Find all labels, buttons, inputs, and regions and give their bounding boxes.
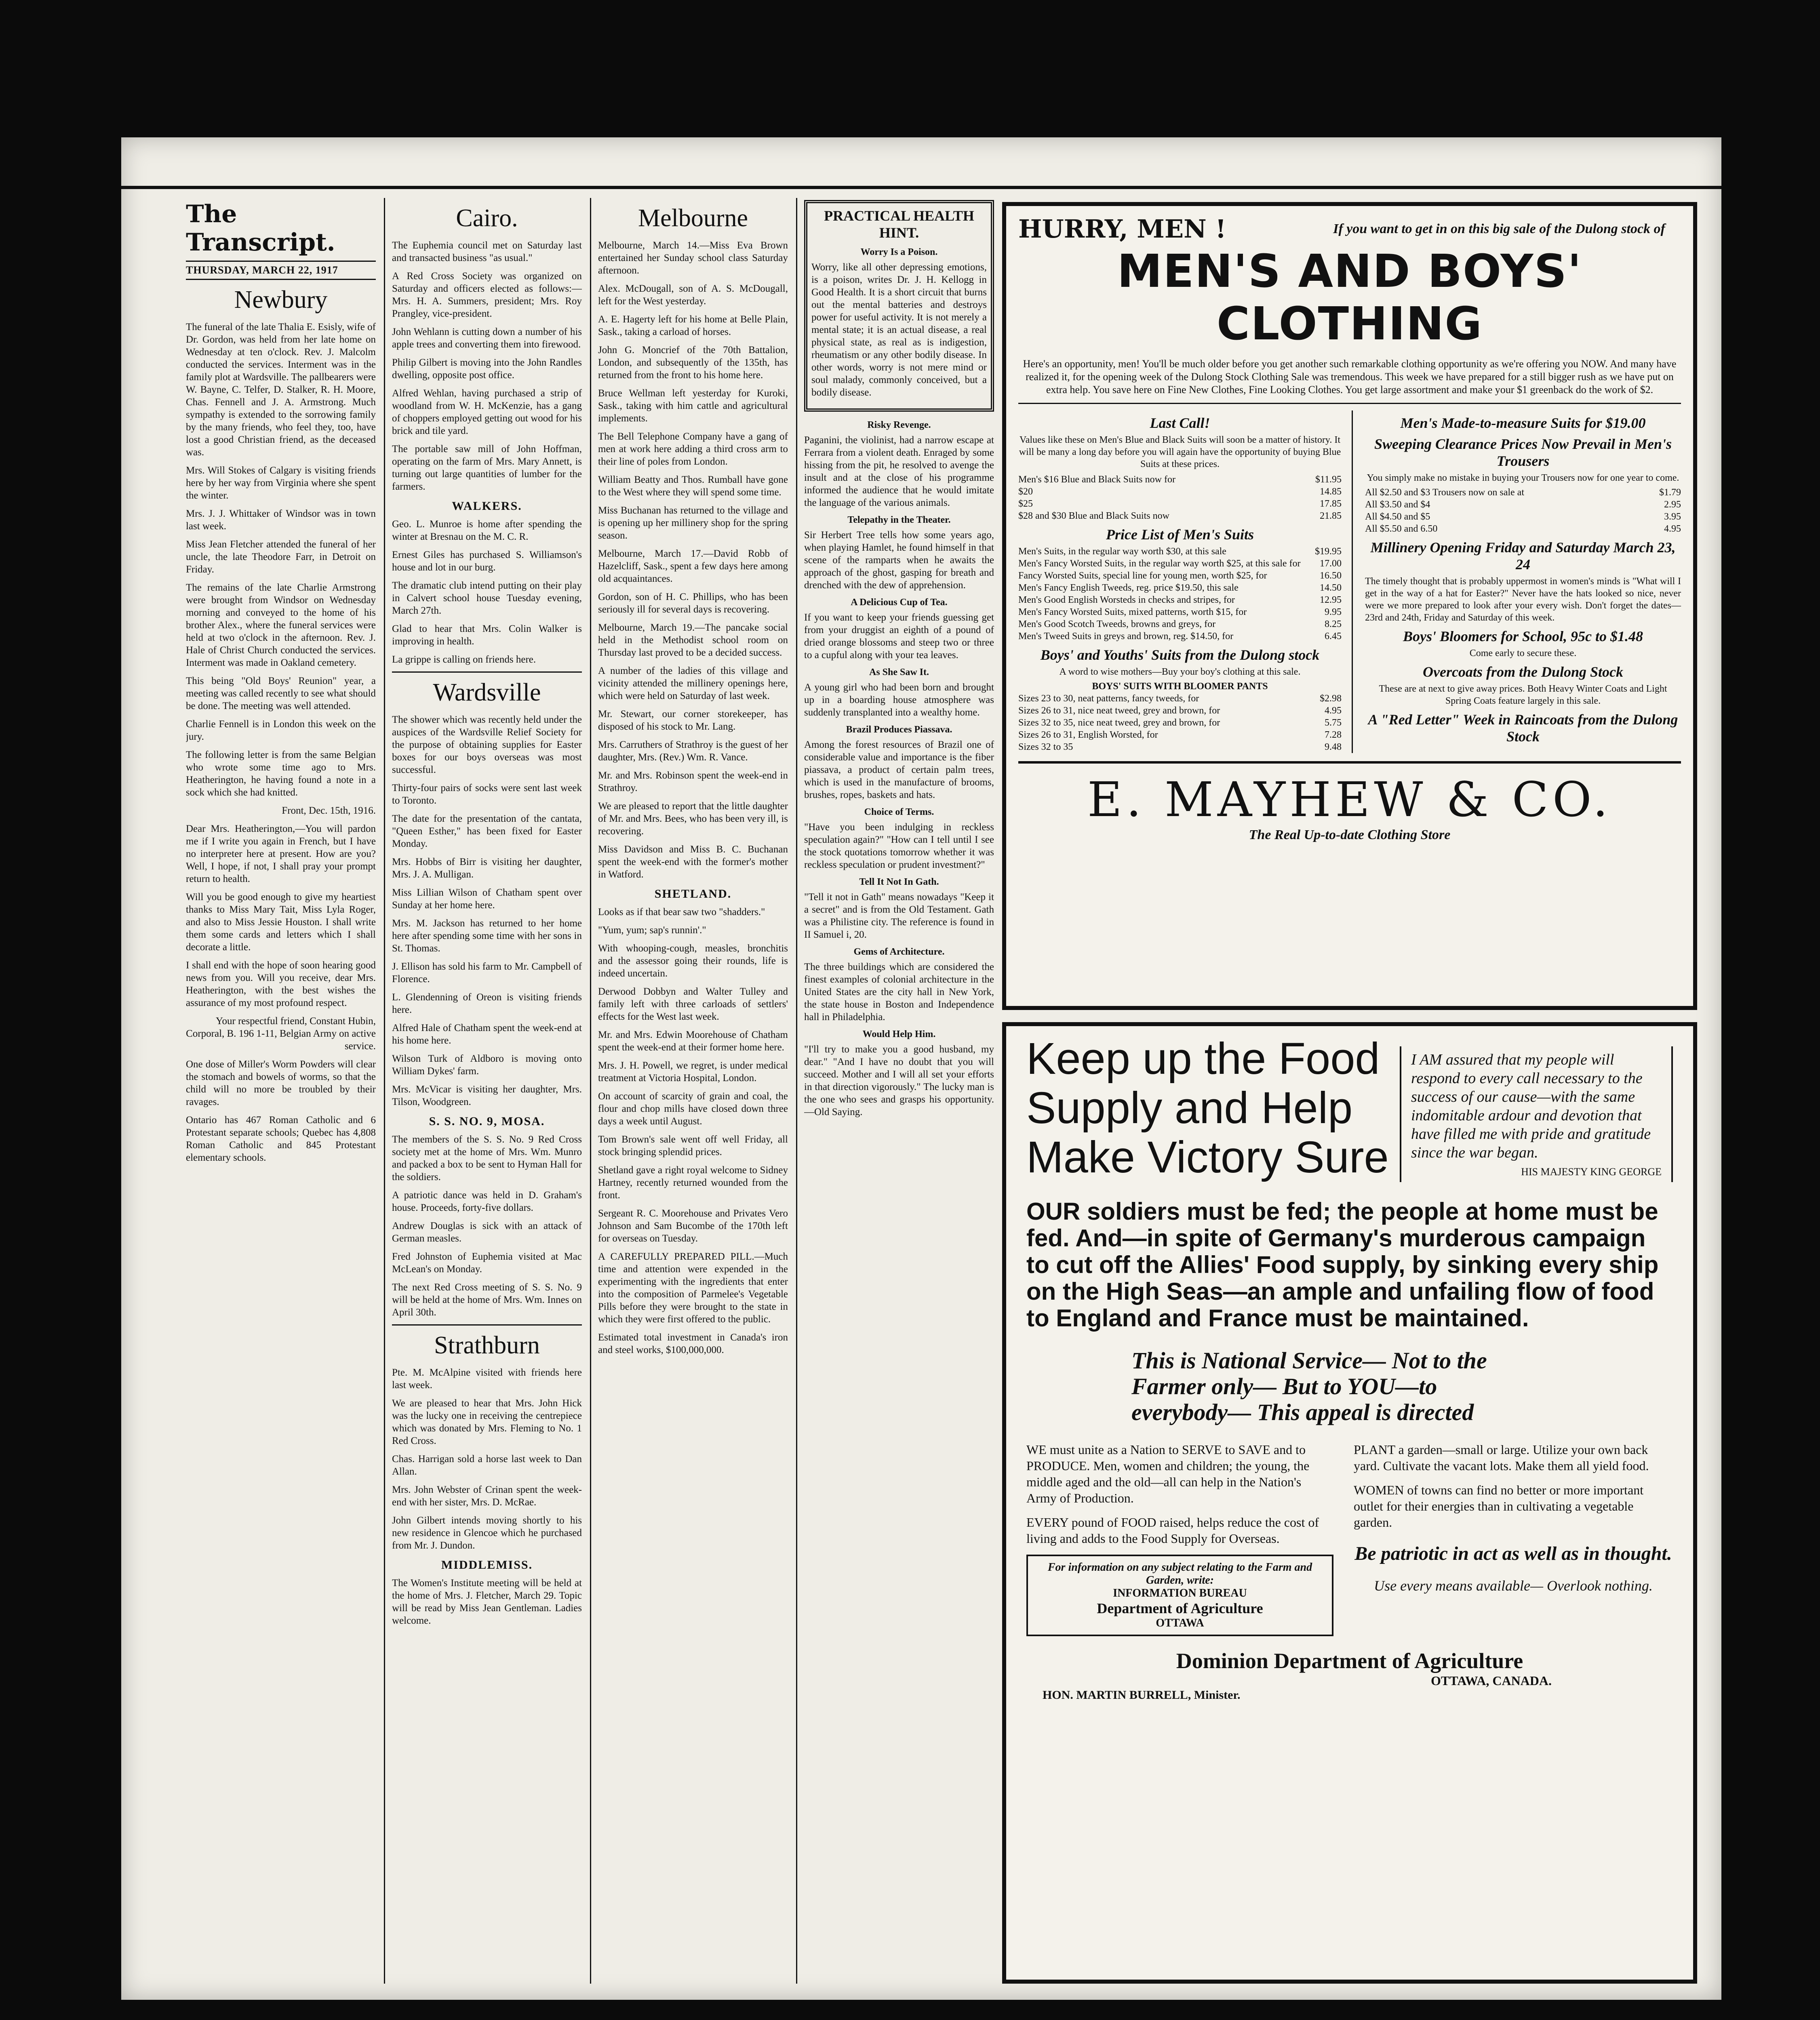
price-item-label: Sizes 32 to 35 xyxy=(1018,742,1073,752)
women-text: WOMEN of towns can find no better or more important outlet for their energies than in cultivating a vegetable garden. xyxy=(1354,1483,1644,1530)
price-item-label: All $4.50 and $5 xyxy=(1365,511,1430,522)
price-item-value: 17.85 xyxy=(1320,499,1342,509)
price-item-label: Men's Good Scotch Tweeds, browns and greys, for xyxy=(1018,619,1216,629)
article-paragraph: This being "Old Boys' Reunion" year, a meeting was called recently to see what should be done. The meeting was well attended. xyxy=(186,675,376,711)
article-paragraph: Melbourne, March 19.—The pancake social held in the Methodist school room on Thursday last proved to be a decided success. xyxy=(598,622,788,658)
be-patriotic-text: Be patriotic in act as well as in thought. xyxy=(1354,1543,1672,1564)
health-hint-text: Worry, like all other depressing emotions, is a poison, writes Dr. J. H. Kellogg in Good Health. It is a short circuit that burns out the mental batteries and destroys power for useful activity. It is not merely a mental state; it is an actual disease, a real physical state, as real as is indigestion, rheumatism or any other bodily disease. In other words, worry is not mere mind or soul malady, commonly conceived, but a bodily disease. xyxy=(811,262,987,398)
article-paragraph: The members of the S. S. No. 9 Red Cross society met at the home of Mrs. Wm. Munro and packed a box to be sent to Hyman Hall for the soldiers. xyxy=(392,1134,582,1183)
food-supply-advertisement xyxy=(1002,1022,1697,1984)
company-name: E. MAYHEW & CO. xyxy=(1087,772,1612,827)
price-item-label: Fancy Worsted Suits, special line for young men, worth $25, for xyxy=(1018,570,1267,581)
town-heading-newbury: Newbury xyxy=(234,286,328,314)
article-paragraph: Fred Johnston of Euphemia visited at Mac McLean's on Monday. xyxy=(392,1251,582,1275)
mayhew-advertisement xyxy=(1002,202,1697,1010)
column-melbourne xyxy=(598,200,788,1986)
clothing-headline: MEN'S AND BOYS' CLOTHING xyxy=(1117,245,1582,350)
price-item-label: Men's Tweed Suits in greys and brown, reg. $14.50, for xyxy=(1018,631,1234,642)
divider xyxy=(392,671,582,673)
price-row xyxy=(1018,741,1342,753)
town-heading-melbourne: Melbourne xyxy=(638,204,748,232)
health-hint-box xyxy=(804,200,994,412)
price-row xyxy=(1365,486,1681,499)
king-quote: I AM assured that my people will respond to every call necessary to the success of our cause—with the same indomitable ardour and devotion that have filled me with pride and gratitude since the war began. xyxy=(1411,1051,1651,1161)
article-paragraph: The portable saw mill of John Hoffman, operating on the farm of Mrs. Mary Annett, is turning out large quantities of lumber for the farmers. xyxy=(392,444,582,492)
column-newbury xyxy=(186,200,376,1986)
hurry-heading: HURRY, MEN ! xyxy=(1018,214,1226,244)
article-paragraph: A patriotic dance was held in D. Graham's house. Proceeds, forty-five dollars. xyxy=(392,1190,582,1213)
article-paragraph: Mr. and Mrs. Robinson spent the week-end in Strathroy. xyxy=(598,770,788,793)
sale-subheading: If you want to get in on this big sale of the Dulong stock of xyxy=(1333,221,1665,236)
price-row xyxy=(1018,498,1342,510)
price-row xyxy=(1018,582,1342,594)
every-pound-text: EVERY pound of FOOD raised, helps reduce the cost of living and adds to the Food Supply for Overseas. xyxy=(1026,1515,1319,1546)
trousers-heading: Sweeping Clearance Prices Now Prevail in Men's Trousers xyxy=(1374,436,1672,469)
article-paragraph: I shall end with the hope of soon hearing good news from you. Will you receive, dear Mrs. Heatherington, with the best wishes the assurance of my most profound respect. xyxy=(186,960,376,1008)
article-paragraph: Ernest Giles has purchased S. Williamson's house and lot in our burg. xyxy=(392,549,582,573)
article-paragraph: Mrs. Carruthers of Strathroy is the guest of her daughter, Mrs. (Rev.) Wm. R. Vance. xyxy=(598,739,788,763)
town-heading-wardsville: Wardsville xyxy=(433,679,541,706)
article-paragraph: We are pleased to report that the little daughter of Mr. and Mrs. Bees, who has been very ill, is recovering. xyxy=(598,801,788,837)
town-heading-strathburn: Strathburn xyxy=(434,1332,540,1359)
article-paragraph: Dear Mrs. Heatherington,—You will pardon me if I write you again in French, but I have no interpreter here at present. How are you? Well, I hope, if not, I shall pray your prompt return to health. xyxy=(186,823,376,884)
item-text: "I'll try to make you a good husband, my dear." "And I have no doubt that you will succeed. Mother and I will all set your efforts in that direction vigorously." The lucky man is the one who sees and grasps his opportunity.—Old Saying. xyxy=(804,1044,994,1117)
article-paragraph: Thirty-four pairs of socks were sent last week to Toronto. xyxy=(392,783,582,806)
article-paragraph: The funeral of the late Thalia E. Esisly, wife of Dr. Gordon, was held from her late home on Wednesday at ten o'clock. Rev. J. Malcolm conducted the services. Interment was in the family plot at Wardsville. The pallbearers were W. Bayne, C. Telfer, D. Stalker, R. H. Moore, Chas. Fennell and J. A. Armstrong. Much sympathy is extended to the sorrowing family by the many friends, who feel they, too, have lost a good Christian friend, as the deceased was. xyxy=(186,322,376,458)
item-text: A young girl who had been born and brought up in a boarding house atmosphere was suddenly transplanted into a wealthy home. xyxy=(804,682,994,718)
newspaper-page xyxy=(121,137,1721,2000)
price-item-value: 21.85 xyxy=(1320,511,1342,521)
masthead: The Transcript. xyxy=(186,200,335,257)
we-must-text: WE must unite as a Nation to SERVE to SAVE and to PRODUCE. Men, women and children; the young, the middle aged and the old—all can help in the Nation's Army of Production. xyxy=(1026,1442,1310,1505)
article-paragraph: The remains of the late Charlie Armstrong were brought from Windsor on Wednesday morning and conveyed to the home of his brother Alex., where the funeral services were held at two o'clock in the afternoon. Rev. J. Hale of Christ Church conducted the services. Interment was made in Oakland cemetery. xyxy=(186,582,376,668)
item-text: The three buildings which are considered the finest examples of colonial architecture in the United States are the city hall in New York, the state house in Boston and Independence hall in Philadelphia. xyxy=(804,962,994,1023)
article-paragraph: A number of the ladies of this village and vicinity attended the millinery openings here, which were held on Saturday of last week. xyxy=(598,665,788,701)
department-label: Department of Agriculture xyxy=(1097,1600,1263,1616)
price-row xyxy=(1365,511,1681,523)
divider xyxy=(392,1324,582,1326)
price-row xyxy=(1018,618,1342,630)
article-paragraph: Glad to hear that Mrs. Colin Walker is improving in health. xyxy=(392,623,582,647)
price-item-label: Men's Fancy Worsted Suits, mixed patterns, worth $15, for xyxy=(1018,607,1247,617)
article-paragraph: On account of scarcity of grain and coal, the flour and chop mills have closed down three days a week until August. xyxy=(598,1091,788,1127)
health-hint-subtitle: Worry Is a Poison. xyxy=(860,247,938,257)
price-item-value: 9.95 xyxy=(1325,607,1342,617)
bloomer-price-list xyxy=(1018,692,1342,753)
price-item-value: 8.25 xyxy=(1325,619,1342,629)
price-item-label: Men's Suits, in the regular way worth $30, at this sale xyxy=(1018,546,1226,557)
price-item-label: Sizes 26 to 31, English Worsted, for xyxy=(1018,730,1158,740)
price-item-value: 6.45 xyxy=(1325,631,1342,642)
article-paragraph: Mrs. John Webster of Crinan spent the week-end with her sister, Mrs. D. McRae. xyxy=(392,1484,582,1508)
article-paragraph: Mr. Stewart, our corner storekeeper, has disposed of his stock to Mr. Lang. xyxy=(598,709,788,732)
price-row xyxy=(1018,570,1342,582)
trousers-subtext: You simply make no mistake in buying your Trousers now for one year to come. xyxy=(1367,473,1679,483)
article-paragraph: One dose of Miller's Worm Powders will clear the stomach and bowels of worms, so that the child will no more be troubled by their ravages. xyxy=(186,1059,376,1107)
price-item-label: Sizes 23 to 30, neat patterns, fancy tweeds, for xyxy=(1018,693,1199,704)
article-paragraph: Alex. McDougall, son of A. S. McDougall, left for the West yesterday. xyxy=(598,283,788,307)
price-item-value: 14.50 xyxy=(1320,583,1342,593)
blue-suit-price-list xyxy=(1018,473,1342,522)
article-paragraph: The shower which was recently held under the auspices of the Wardsville Relief Society for the purpose of obtaining supplies for Easter boxes for our boys overseas was most successful. xyxy=(392,714,582,775)
article-paragraph: Geo. L. Munroe is home after spending the winter at Bresnau on the M. C. R. xyxy=(392,519,582,542)
dominion-department: Dominion Department of Agriculture xyxy=(1176,1649,1523,1673)
made-to-measure-heading: Men's Made-to-measure Suits for $19.00 xyxy=(1400,415,1646,431)
item-title: A Delicious Cup of Tea. xyxy=(851,597,948,608)
price-item-value: 16.50 xyxy=(1320,570,1342,581)
article-paragraph: The dramatic club intend putting on their play in Calvert school house Tuesday evening, March 27th. xyxy=(392,580,582,616)
article-paragraph: Melbourne, March 14.—Miss Eva Brown entertained her Sunday school class Saturday afternoon. xyxy=(598,240,788,276)
price-item-label: Men's Good English Worsteds in checks and stripes, for xyxy=(1018,595,1235,605)
article-paragraph: Sergeant R. C. Moorehouse and Privates Vero Johnson and Sam Bucombe of the 170th left for overseas on Tuesday. xyxy=(598,1208,788,1244)
section-heading-shetland: SHETLAND. xyxy=(654,887,732,901)
price-row xyxy=(1018,594,1342,606)
price-row xyxy=(1018,473,1342,486)
national-service-appeal: This is National Service— Not to the Farmer only— But to YOU—to everybody— This appeal is directed xyxy=(1131,1347,1487,1425)
article-paragraph: John G. Moncrief of the 70th Battalion, London, and subsequently of the 135th, has returned from the front to his home here. xyxy=(598,345,788,381)
article-paragraph: Alfred Hale of Chatham spent the week-end at his home here. xyxy=(392,1023,582,1046)
price-item-label: $25 xyxy=(1018,499,1033,509)
article-paragraph: Miss Jean Fletcher attended the funeral of her uncle, the late Theodore Farr, in Detroit on Friday. xyxy=(186,539,376,575)
item-text: If you want to keep your friends guessing get from your druggist an eighth of a pound of dried orange blossoms and steep two or three to a cupful along with your tea leaves. xyxy=(804,612,994,661)
article-paragraph: Charlie Fennell is in London this week on the jury. xyxy=(186,719,376,742)
article-paragraph: "Yum, yum; sap's runnin'." xyxy=(598,925,706,936)
section-heading-ss9: S. S. NO. 9, MOSA. xyxy=(429,1115,545,1128)
price-item-label: All $5.50 and 6.50 xyxy=(1365,524,1438,534)
article-paragraph: Miss Buchanan has returned to the village and is opening up her millinery shop for the spring season. xyxy=(598,505,788,541)
price-item-value: $1.79 xyxy=(1659,487,1681,498)
article-paragraph: Mrs. J. J. Whittaker of Windsor was in town last week. xyxy=(186,508,376,532)
price-item-label: All $3.50 and $4 xyxy=(1365,499,1430,510)
article-paragraph: Derwood Dobbyn and Walter Tulley and family left with three carloads of settlers' effects for the West last week. xyxy=(598,986,788,1022)
bloomers-subtext: Come early to secure these. xyxy=(1469,648,1577,659)
boys-suits-heading: Boys' and Youths' Suits from the Dulong stock xyxy=(1040,647,1320,663)
article-paragraph: The Euphemia council met on Saturday last and transacted business "as usual." xyxy=(392,240,582,263)
column-miscellany xyxy=(804,200,994,1986)
food-right-column xyxy=(1354,1441,1673,1636)
food-left-column xyxy=(1026,1441,1333,1636)
column-rule xyxy=(384,198,385,1984)
price-row xyxy=(1018,510,1342,522)
king-quote-box xyxy=(1400,1046,1673,1182)
price-row xyxy=(1018,692,1342,705)
left-ad-column xyxy=(1018,410,1353,753)
item-text: Paganini, the violinist, had a narrow escape at Ferrara from a violent death. Enraged by some hissing from the pit, he resolved to avenge the insult and at the close of his programme informed the audience that he would imitate the language of the various animals. xyxy=(804,435,994,508)
price-item-value: 9.48 xyxy=(1325,742,1342,752)
price-item-value: 4.95 xyxy=(1325,705,1342,716)
column-cairo xyxy=(392,200,582,1986)
article-paragraph: J. Ellison has sold his farm to Mr. Campbell of Florence. xyxy=(392,961,582,985)
dominion-city: OTTAWA, CANADA. xyxy=(1431,1673,1552,1688)
item-title: Would Help Him. xyxy=(862,1029,936,1039)
food-headline: Keep up the Food Supply and Help Make Victory Sure xyxy=(1026,1034,1389,1182)
item-title: Telepathy in the Theater. xyxy=(847,515,951,525)
price-item-label: Sizes 26 to 31, nice neat tweed, grey and brown, for xyxy=(1018,705,1220,716)
article-paragraph: Tom Brown's sale went off well Friday, all stock bringing splendid prices. xyxy=(598,1134,788,1157)
plant-garden-text: PLANT a garden—small or large. Utilize your own back yard. Cultivate the vacant lots. Make them all yield food. xyxy=(1354,1442,1649,1473)
article-paragraph: Mrs. J. H. Powell, we regret, is under medical treatment at Victoria Hospital, London. xyxy=(598,1060,788,1084)
price-item-label: $28 and $30 Blue and Black Suits now xyxy=(1018,511,1169,521)
boys-suits-subtext: A word to wise mothers—Buy your boy's clothing at this sale. xyxy=(1059,667,1301,677)
item-title: Brazil Produces Piassava. xyxy=(846,724,952,735)
price-row xyxy=(1018,486,1342,498)
article-paragraph: Andrew Douglas is sick with an attack of German measles. xyxy=(392,1220,582,1244)
article-paragraph: Looks as if that bear saw two "shadders." xyxy=(598,907,765,917)
minister-name: HON. MARTIN BURRELL, Minister. xyxy=(1043,1688,1241,1702)
article-paragraph: La grippe is calling on friends here. xyxy=(392,654,536,665)
dateline: THURSDAY, MARCH 22, 1917 xyxy=(186,261,376,280)
price-item-label: $20 xyxy=(1018,486,1033,497)
millinery-text: The timely thought that is probably uppermost in women's minds is "What will I get in the way of a hat for Easter?" Never have the hats looked so nice, never were we more prepared to look after your every wish. Don't forget the dates—23rd and 24th, Friday and Saturday of this week. xyxy=(1365,576,1681,623)
article-paragraph: We are pleased to hear that Mrs. John Hick was the lucky one in receiving the centrepiece which was donated by Mrs. Fleming to No. 1 Red Cross. xyxy=(392,1398,582,1446)
article-paragraph: Estimated total investment in Canada's iron and steel works, $100,000,000. xyxy=(598,1332,788,1355)
price-item-value: 5.75 xyxy=(1325,718,1342,728)
article-paragraph: Alfred Wehlan, having purchased a strip of woodland from W. H. McKenzie, has a gang of choppers employed getting out wood for his brick and tile yard. xyxy=(392,388,582,436)
article-paragraph: The following letter is from the same Belgian who wrote some time ago to Mrs. Heatherington, he having found a note in a sock which she had knitted. xyxy=(186,749,376,798)
mens-suit-price-list xyxy=(1018,545,1342,642)
article-paragraph: L. Glendenning of Oreon is visiting friends here. xyxy=(392,992,582,1015)
price-item-value: $2.98 xyxy=(1320,693,1342,704)
overcoats-text: These are at next to give away prices. Both Heavy Winter Coats and Light Spring Coats feature largely in this sale. xyxy=(1379,684,1667,706)
info-bureau-label: INFORMATION BUREAU xyxy=(1113,1587,1247,1599)
health-hint-title: PRACTICAL HEALTH HINT. xyxy=(824,208,974,241)
article-paragraph: A. E. Hagerty left for his home at Belle Plain, Sask., taking a carload of horses. xyxy=(598,314,788,337)
item-title: As She Saw It. xyxy=(869,667,929,678)
article-paragraph: Mrs. McVicar is visiting her daughter, Mrs. Tilson, Woodgreen. xyxy=(392,1084,582,1107)
article-paragraph: John Wehlann is cutting down a number of his apple trees and converting them into firewood. xyxy=(392,326,582,350)
article-paragraph: Mrs. Hobbs of Birr is visiting her daughter, Mrs. J. A. Mulligan. xyxy=(392,856,582,880)
item-title: Choice of Terms. xyxy=(864,807,934,817)
price-row xyxy=(1018,630,1342,642)
article-paragraph: Miss Davidson and Miss B. C. Buchanan spent the week-end with the former's mother in Watford. xyxy=(598,844,788,880)
section-heading-walkers: WALKERS. xyxy=(452,499,522,513)
item-text: Among the forest resources of Brazil one of considerable value and importance is the fiber piassava, a product of certain palm trees, which is used in the manufacture of brooms, brushes, ropes, baskets and hats. xyxy=(804,739,994,800)
last-call-heading: Last Call! xyxy=(1150,415,1210,431)
price-item-value: 14.85 xyxy=(1320,486,1342,497)
price-item-value: $19.95 xyxy=(1315,546,1342,557)
article-paragraph: Philip Gilbert is moving into the John Randles dwelling, opposite post office. xyxy=(392,357,582,381)
right-ad-column xyxy=(1365,410,1681,753)
article-paragraph: Wilson Turk of Aldboro is moving onto William Dykes' farm. xyxy=(392,1053,582,1077)
article-paragraph: Mrs. Will Stokes of Calgary is visiting friends here by her way from Virginia where she spent the winter. xyxy=(186,465,376,501)
column-rule xyxy=(796,198,797,1984)
use-every-means-text: Use every means available— Overlook nothing. xyxy=(1374,1578,1653,1594)
article-paragraph: John Gilbert intends moving shortly to his new residence in Glencoe which he purchased from Mr. J. Dundon. xyxy=(392,1515,582,1551)
article-paragraph: A Red Cross Society was organized on Saturday and officers elected as follows:—Mrs. H. A. Summers, president; Mrs. Roy Prangley, vice-president. xyxy=(392,271,582,319)
item-text: "Tell it not in Gath" means nowadays "Keep it a secret" and is from the Old Testament. Gath was a Philistine city. The reference is found in II Samuel i, 20. xyxy=(804,892,994,940)
article-paragraph: Pte. M. McAlpine visited with friends here last week. xyxy=(392,1367,582,1391)
article-paragraph: The next Red Cross meeting of S. S. No. 9 will be held at the home of Mrs. Wm. Innes on April 30th. xyxy=(392,1282,582,1318)
price-item-value: 17.00 xyxy=(1320,558,1342,569)
last-call-text: Values like these on Men's Blue and Black Suits will soon be a matter of history. It will be many a long day before you will again have the opportunity of buying Blue Suits at these prices. xyxy=(1019,435,1341,469)
price-item-value: 7.28 xyxy=(1325,730,1342,740)
item-text: "Have you been indulging in reckless speculation again?" "How can I tell until I see the stock quotations tomorrow whether it was reckless speculation or prudent investment?" xyxy=(804,822,994,870)
article-paragraph: A CAREFULLY PREPARED PILL.—Much time and attention were expended in the experimenting with the ingredients that enter into the composition of Parmelee's Vegetable Pills before they were brought to the state in which they were first offered to the public. xyxy=(598,1251,788,1325)
item-title: Gems of Architecture. xyxy=(853,947,945,957)
article-paragraph: William Beatty and Thos. Rumball have gone to the West where they will spend some time. xyxy=(598,474,788,498)
price-item-value: 4.95 xyxy=(1664,524,1681,534)
sale-intro: Here's an opportunity, men! You'll be much older before you get another such remarkable clothing opportunity as we're offering you NOW. And many have realized it, for the opening week of the Dulong Stock Clothing Sale was tremendous. This week we have prepared for a still bigger rush as we have put on extra help. You save here on Fine New Clothes, Fine Looking Clothes. You get large assortment and make your $1 greenback do the work of $2. xyxy=(1023,358,1677,396)
article-paragraph: Will you be good enough to give my heartiest thanks to Miss Mary Tait, Miss Lyla Roger, and also to Miss Jessie Houston. I shall write them some cards and letters which I shall decorate a little. xyxy=(186,892,376,953)
info-box-text: For information on any subject relating to the Farm and Garden, write: xyxy=(1047,1561,1312,1587)
article-paragraph: The Women's Institute meeting will be held at the home of Mrs. J. Fletcher, March 29. Topic will be read by Miss Jean Gentleman. Ladies welcome. xyxy=(392,1578,582,1626)
price-row xyxy=(1018,705,1342,717)
company-tagline: The Real Up-to-date Clothing Store xyxy=(1249,827,1451,842)
article-paragraph: Mrs. M. Jackson has returned to her home here after spending some time with her sons in St. Thomas. xyxy=(392,918,582,954)
price-item-value: 12.95 xyxy=(1320,595,1342,605)
letter-date: Front, Dec. 15th, 1916. xyxy=(282,805,376,816)
article-paragraph: Mr. and Mrs. Edwin Moorehouse of Chatham spent the week-end at their former home here. xyxy=(598,1029,788,1053)
raincoats-heading: A "Red Letter" Week in Raincoats from the Dulong Stock xyxy=(1368,711,1678,745)
price-row xyxy=(1018,717,1342,729)
price-item-label: Men's Fancy English Tweeds, reg. price $19.50, this sale xyxy=(1018,583,1239,593)
article-paragraph: The date for the presentation of the cantata, "Queen Esther," has been fixed for Easter Monday. xyxy=(392,813,582,849)
price-row xyxy=(1018,558,1342,570)
price-item-label: Men's Fancy Worsted Suits, in the regular way worth $25, at this sale for xyxy=(1018,558,1301,569)
price-item-label: All $2.50 and $3 Trousers now on sale at xyxy=(1365,487,1524,498)
item-title: Tell It Not In Gath. xyxy=(859,877,939,887)
article-paragraph: Chas. Harrigan sold a horse last week to Dan Allan. xyxy=(392,1454,582,1477)
price-item-value: 3.95 xyxy=(1664,511,1681,522)
price-row xyxy=(1365,499,1681,511)
article-paragraph: Ontario has 467 Roman Catholic and 6 Protestant separate schools; Quebec has 4,808 Roman Catholic and 845 Protestant elementary schools. xyxy=(186,1115,376,1163)
article-paragraph: Miss Lillian Wilson of Chatham spent over Sunday at her home here. xyxy=(392,887,582,911)
ottawa-label: OTTAWA xyxy=(1156,1617,1204,1629)
trousers-price-list xyxy=(1365,486,1681,535)
section-heading-middlemiss: MIDDLEMISS. xyxy=(441,1558,533,1572)
column-rule xyxy=(590,198,591,1984)
article-paragraph: Gordon, son of H. C. Phillips, who has been seriously ill for several days is recovering. xyxy=(598,591,788,615)
info-bureau-box xyxy=(1026,1555,1333,1636)
article-paragraph: Melbourne, March 17.—David Robb of Hazelcliff, Sask., spent a few days here among old acquaintances. xyxy=(598,548,788,584)
price-list-heading: Price List of Men's Suits xyxy=(1106,526,1254,543)
soldiers-appeal: OUR soldiers must be fed; the people at home must be fed. And—in spite of Germany's murderous campaign to cut off the Allies' Food supply, by sinking every ship on the High Seas—an ample and unfailing flow of food to England and France must be maintained. xyxy=(1026,1198,1659,1332)
millinery-heading: Millinery Opening Friday and Saturday March 23, 24 xyxy=(1370,539,1676,572)
price-row xyxy=(1365,523,1681,535)
king-quote-attribution: HIS MAJESTY KING GEORGE xyxy=(1521,1166,1662,1178)
article-paragraph: The Bell Telephone Company have a gang of men at work here adding a third cross arm to their line of poles from London. xyxy=(598,431,788,467)
article-paragraph: Bruce Wellman left yesterday for Kuroki, Sask., taking with him cattle and agricultural implements. xyxy=(598,388,788,424)
town-heading-cairo: Cairo. xyxy=(456,204,518,232)
item-text: Sir Herbert Tree tells how some years ago, when playing Hamlet, he found himself in that scene of the ramparts when he awaits the approach of the ghost, gasping for breath and drenched with the dew of apprehension. xyxy=(804,530,994,591)
overcoats-heading: Overcoats from the Dulong Stock xyxy=(1422,664,1623,680)
article-paragraph: Shetland gave a right royal welcome to Sidney Hartney, recently returned wounded from the front. xyxy=(598,1165,788,1201)
price-item-label: Sizes 32 to 35, nice neat tweed, grey and brown, for xyxy=(1018,718,1220,728)
bloomer-pants-heading: BOYS' SUITS WITH BLOOMER PANTS xyxy=(1092,681,1268,692)
price-item-value: $11.95 xyxy=(1315,474,1342,485)
top-rule xyxy=(121,186,1721,189)
bloomers-heading: Boys' Bloomers for School, 95c to $1.48 xyxy=(1403,628,1643,644)
price-item-value: 2.95 xyxy=(1664,499,1681,510)
price-row xyxy=(1018,729,1342,741)
letter-signature: Your respectful friend, Constant Hubin, Corporal, B. 196 1-11, Belgian Army on active service. xyxy=(186,1016,376,1052)
article-paragraph: With whooping-cough, measles, bronchitis and the assessor going their rounds, life is indeed uncertain. xyxy=(598,943,788,979)
price-row xyxy=(1018,545,1342,558)
price-item-label: Men's $16 Blue and Black Suits now for xyxy=(1018,474,1175,485)
price-row xyxy=(1018,606,1342,618)
item-title: Risky Revenge. xyxy=(867,420,931,430)
